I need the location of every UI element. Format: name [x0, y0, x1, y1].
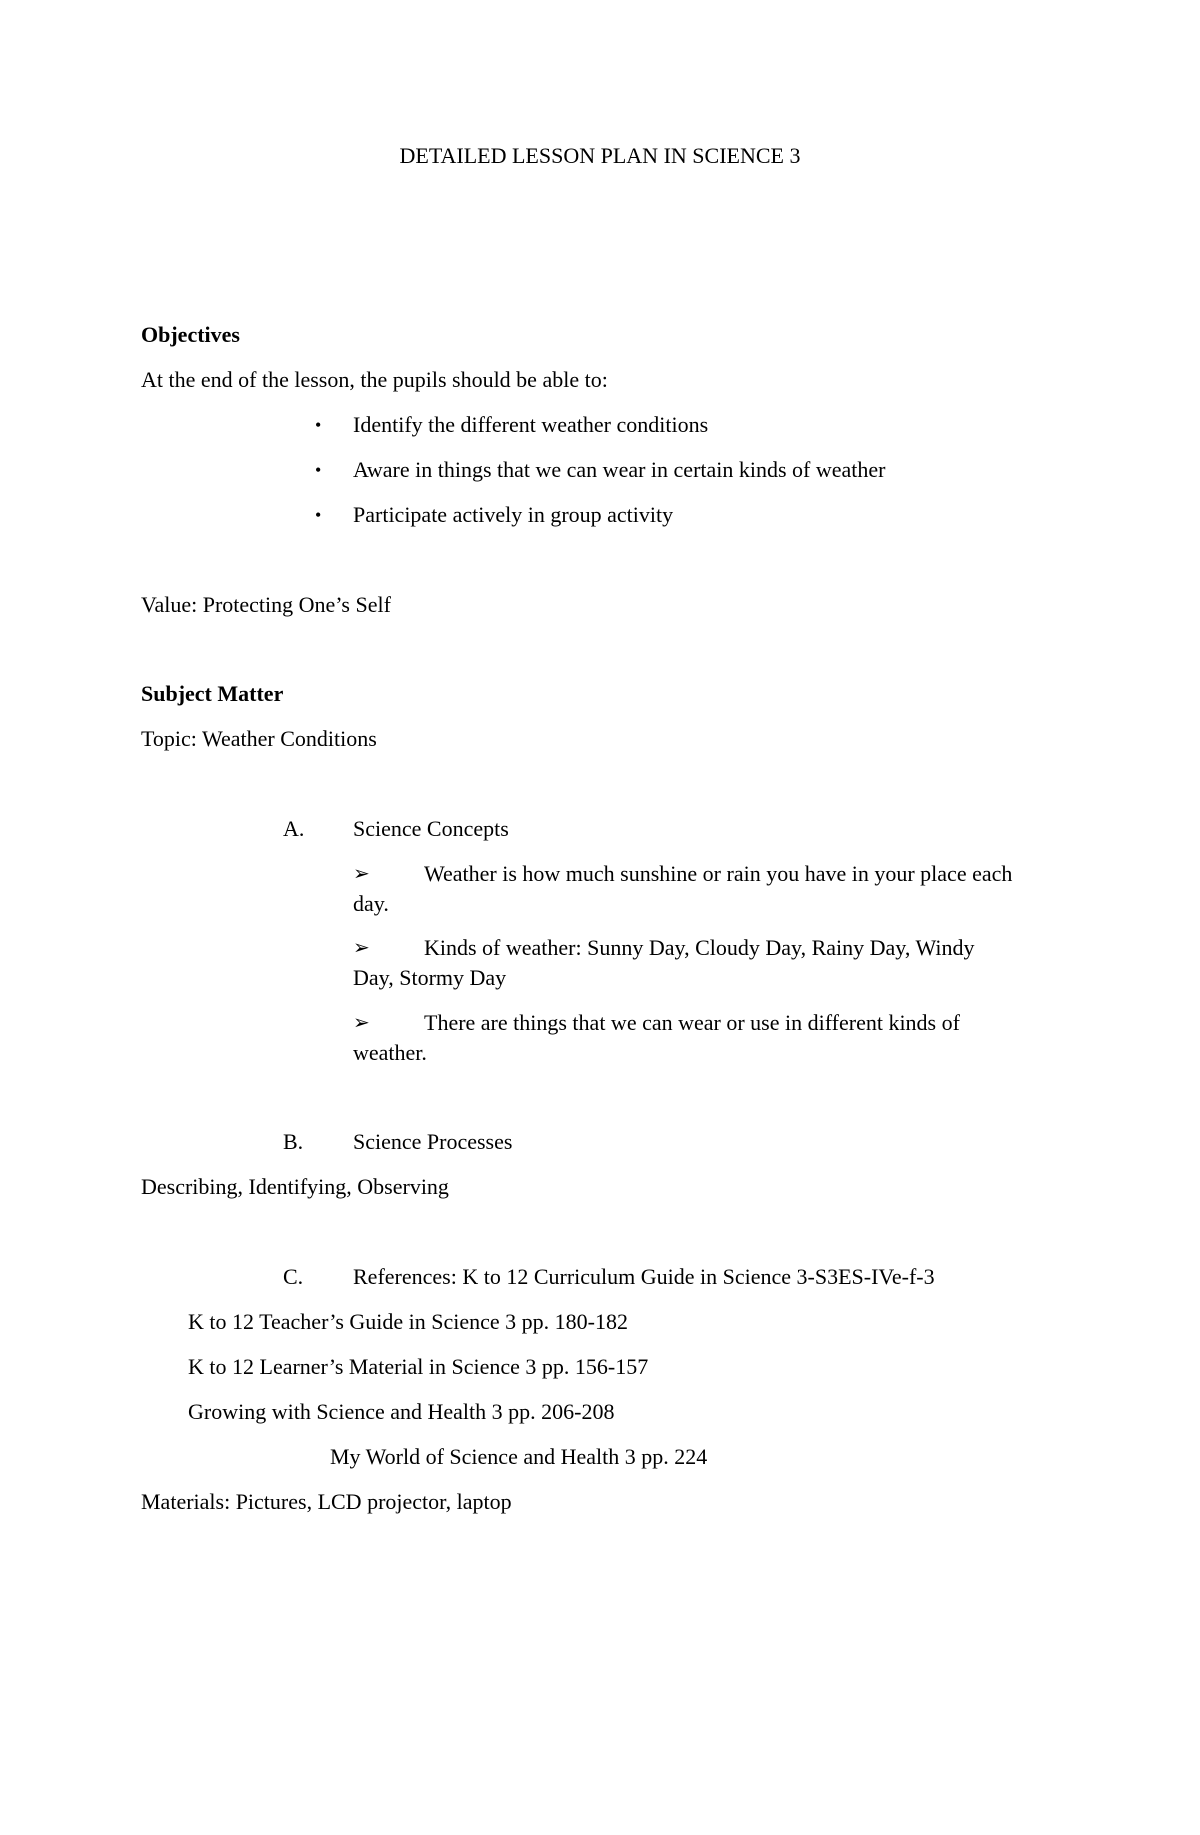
section-c-letter: C.	[283, 1264, 304, 1289]
arrow-bullet-icon: ➢	[353, 863, 370, 885]
topic-line: Topic: Weather Conditions	[141, 726, 377, 751]
reference-line: Growing with Science and Health 3 pp. 206-208	[188, 1399, 615, 1424]
concept-line-continued: day.	[353, 891, 389, 916]
arrow-bullet-icon: ➢	[353, 937, 370, 959]
objective-item: Identify the different weather conditions	[353, 412, 709, 437]
section-a-title: Science Concepts	[353, 816, 509, 841]
objectives-intro: At the end of the lesson, the pupils should be able to:	[141, 367, 608, 392]
bullet-icon: •	[315, 505, 322, 525]
section-a-letter: A.	[283, 816, 305, 841]
concept-line: There are things that we can wear or use in different kinds of	[424, 1010, 960, 1035]
objective-item: Participate actively in group activity	[353, 502, 674, 527]
reference-line: My World of Science and Health 3 pp. 224	[330, 1444, 708, 1469]
bullet-icon: •	[315, 460, 322, 480]
arrow-bullet-icon: ➢	[353, 1012, 370, 1034]
section-c-title: References: K to 12 Curriculum Guide in Science 3-S3ES-IVe-f-3	[353, 1264, 935, 1289]
concept-line-continued: weather.	[353, 1040, 427, 1065]
reference-line: K to 12 Teacher’s Guide in Science 3 pp. 180-182	[188, 1309, 628, 1334]
value-line: Value: Protecting One’s Self	[141, 592, 391, 617]
bullet-icon: •	[315, 415, 322, 435]
objective-item: Aware in things that we can wear in certain kinds of weather	[353, 457, 886, 482]
page-title: DETAILED LESSON PLAN IN SCIENCE 3	[399, 143, 801, 168]
objectives-heading: Objectives	[141, 322, 240, 347]
concept-line: Kinds of weather: Sunny Day, Cloudy Day, Rainy Day, Windy	[424, 935, 975, 960]
section-b-title: Science Processes	[353, 1129, 513, 1154]
subject-matter-heading: Subject Matter	[141, 681, 284, 706]
section-b-letter: B.	[283, 1129, 304, 1154]
materials-line: Materials: Pictures, LCD projector, laptop	[141, 1489, 512, 1514]
concept-line: Weather is how much sunshine or rain you have in your place each	[424, 861, 1013, 886]
concept-line-continued: Day, Stormy Day	[353, 965, 507, 990]
reference-line: K to 12 Learner’s Material in Science 3 pp. 156-157	[188, 1354, 649, 1379]
processes-line: Describing, Identifying, Observing	[141, 1174, 449, 1199]
